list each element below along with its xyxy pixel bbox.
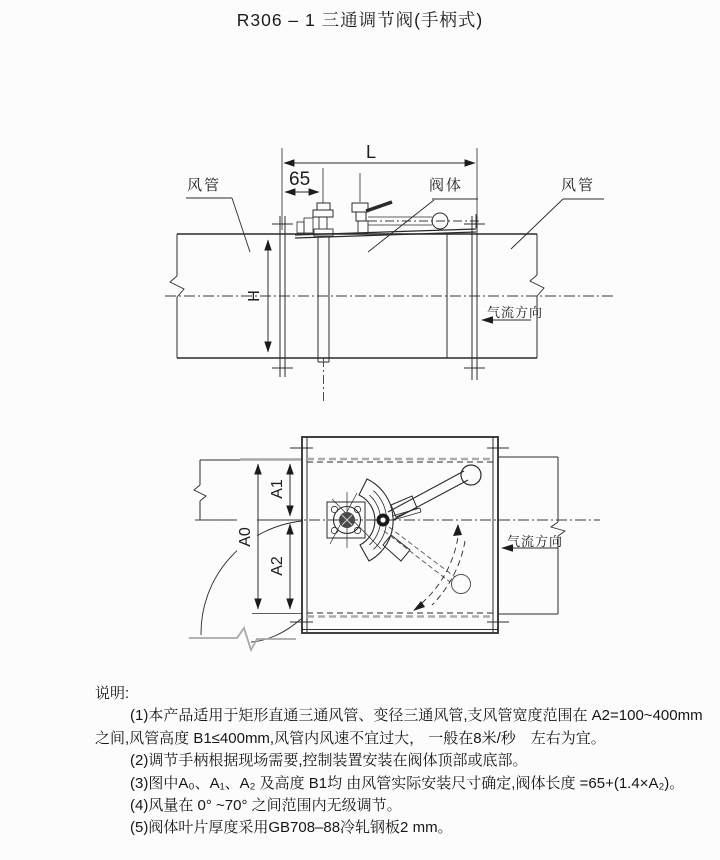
note-line: (3)图中A₀、A₁、A₂ 及高度 B1均 由风管实际安装尺寸确定,阀体长度 =65+(1.4×A₂)。 — [130, 774, 685, 792]
leader-duct-left — [186, 198, 250, 252]
label-valve-body: 阀体 — [429, 177, 464, 194]
label-airflow-top: 气流方向 — [487, 305, 544, 320]
note-line: (2)调节手柄根据现场需要,控制装置安装在阀体顶部或底部。 — [130, 752, 528, 770]
dim-label-A1: A1 — [269, 479, 286, 499]
handle-ball-alt — [452, 575, 471, 594]
leader-valve-body — [368, 199, 478, 252]
handle-lever — [366, 202, 392, 211]
label-duct-right: 风管 — [561, 177, 596, 194]
handle-mechanism — [327, 465, 481, 611]
note-line: 之间,风管高度 B1≤400mm,风管内风速不宜过大， 一般在8米/秒 左右为宜。 — [95, 729, 606, 747]
notes-heading: 说明: — [95, 685, 130, 702]
dim-label-A2: A2 — [269, 556, 286, 576]
note-line: (5)阀体叶片厚度采用GB708–88冷轧钢板2 mm。 — [130, 819, 453, 837]
note-line: (4)风量在 0° ~70° 之间范围内无级调节。 — [130, 797, 402, 815]
dim-label-H: H — [246, 290, 263, 302]
top-view-elevation — [165, 148, 613, 404]
dim-label-A0: A0 — [237, 515, 257, 559]
note-line: (1)本产品适用于矩形直通三通风管、变径三通风管,支风管宽度范围在 A2=100~400mm — [130, 707, 703, 725]
dim-label-L: L — [366, 142, 377, 162]
page-title: R306 – 1 三通调节阀(手柄式) — [236, 10, 484, 30]
valve-body-outline — [302, 437, 498, 633]
dim-label-65: 65 — [289, 169, 311, 190]
handle-ball — [461, 465, 481, 485]
notes-block — [95, 683, 707, 840]
leader-duct-right — [511, 199, 604, 249]
label-airflow-bottom: 气流方向 — [507, 534, 564, 549]
label-duct-left: 风管 — [187, 177, 222, 194]
